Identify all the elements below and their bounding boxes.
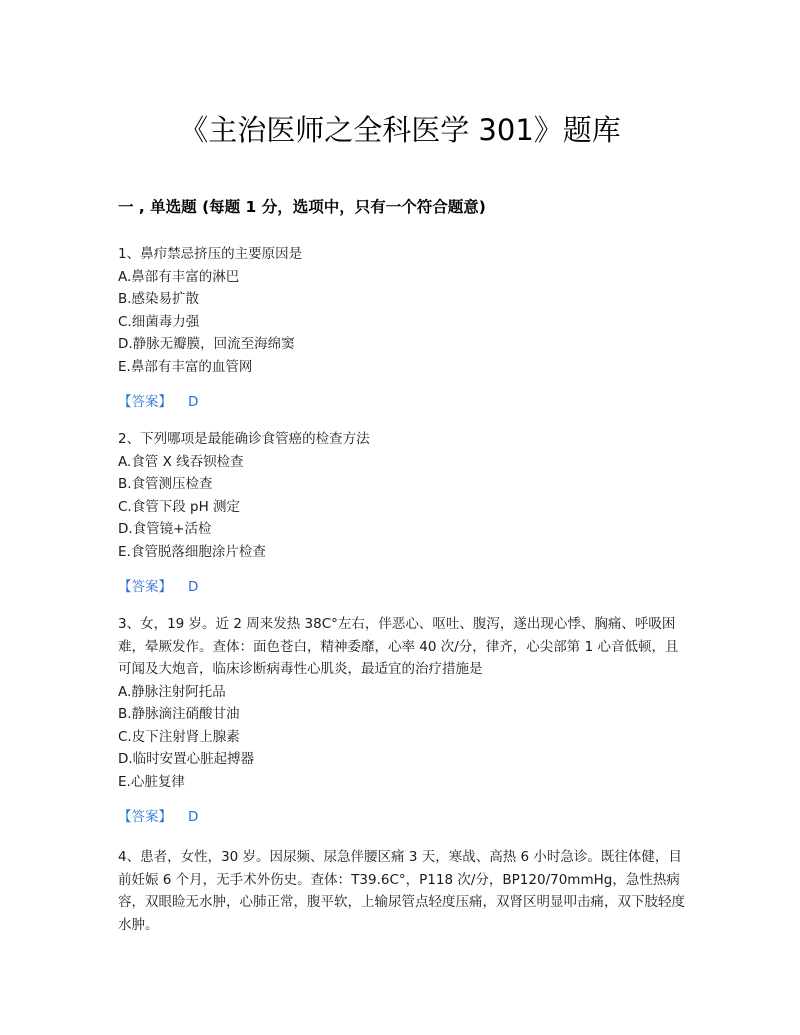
question-stem: 4、患者，女性，30 岁。因尿频、尿急伴腰区痛 3 天，寒战、高热 6 小时急诊。既往体健，目前妊娠 6 个月，无手术外伤史。查体：T39.6C°，P118 次/分，BP120/70mmHg，急性热病容，双眼睑无水肿，心肺正常，腹平软，上输尿管点轻度压痛，双肾区明显叩击痛，双下肢轻度水肿。 xyxy=(118,849,685,933)
answer-line xyxy=(118,806,688,829)
option-d: D.食管镜+活检 xyxy=(118,521,212,537)
question-stem: 1、鼻疖禁忌挤压的主要原因是 xyxy=(118,246,303,262)
section-heading: 一 , 单选题 (每题 1 分，选项中，只有一个符合题意) xyxy=(118,198,486,216)
answer-label: 【答案】 xyxy=(118,394,172,410)
answer-label: 【答案】 xyxy=(118,809,172,825)
option-c: C.细菌毒力强 xyxy=(118,313,200,330)
answer-value: D xyxy=(188,394,199,410)
option-d: D.静脉无瓣膜，回流至海绵窦 xyxy=(118,336,295,352)
question-2 xyxy=(118,428,688,599)
answer-line xyxy=(118,391,688,414)
option-b: B.静脉滴注硝酸甘油 xyxy=(118,706,240,722)
option-b: B.食管测压检查 xyxy=(118,476,213,492)
question-1 xyxy=(118,243,688,414)
question-stem: 2、下列哪项是最能确诊食管癌的检查方法 xyxy=(118,431,370,447)
option-c: C.皮下注射肾上腺素 xyxy=(118,728,240,745)
question-stem: 3、女，19 岁。近 2 周来发热 38C°左右，伴恶心、呕吐、腹泻，遂出现心悸、胸痛、呼吸困难，晕厥发作。查体：面色苍白，精神委靡，心率 40 次/分，律齐，心尖部第 1 心音低顿，且可闻及大炮音，临床诊断病毒性心肌炎，最适宜的治疗措施是 xyxy=(118,616,679,677)
answer-line xyxy=(118,576,688,599)
option-e: E.鼻部有丰富的血管网 xyxy=(118,358,253,375)
question-4 xyxy=(118,846,688,936)
question-3 xyxy=(118,613,688,829)
option-a: A.静脉注射阿托品 xyxy=(118,683,226,700)
option-a: A.鼻部有丰富的淋巴 xyxy=(118,268,240,285)
option-b: B.感染易扩散 xyxy=(118,291,200,307)
document-title: 《主治医师之全科医学 301》题库 xyxy=(179,113,621,147)
option-d: D.临时安置心脏起搏器 xyxy=(118,751,255,767)
option-e: E.食管脱落细胞涂片检查 xyxy=(118,543,266,560)
answer-label: 【答案】 xyxy=(118,579,172,595)
answer-value: D xyxy=(188,809,199,825)
answer-value: D xyxy=(188,579,199,595)
option-e: E.心脏复律 xyxy=(118,773,185,790)
option-c: C.食管下段 pH 测定 xyxy=(118,498,241,515)
option-a: A.食管 X 线吞钡检查 xyxy=(118,453,244,470)
